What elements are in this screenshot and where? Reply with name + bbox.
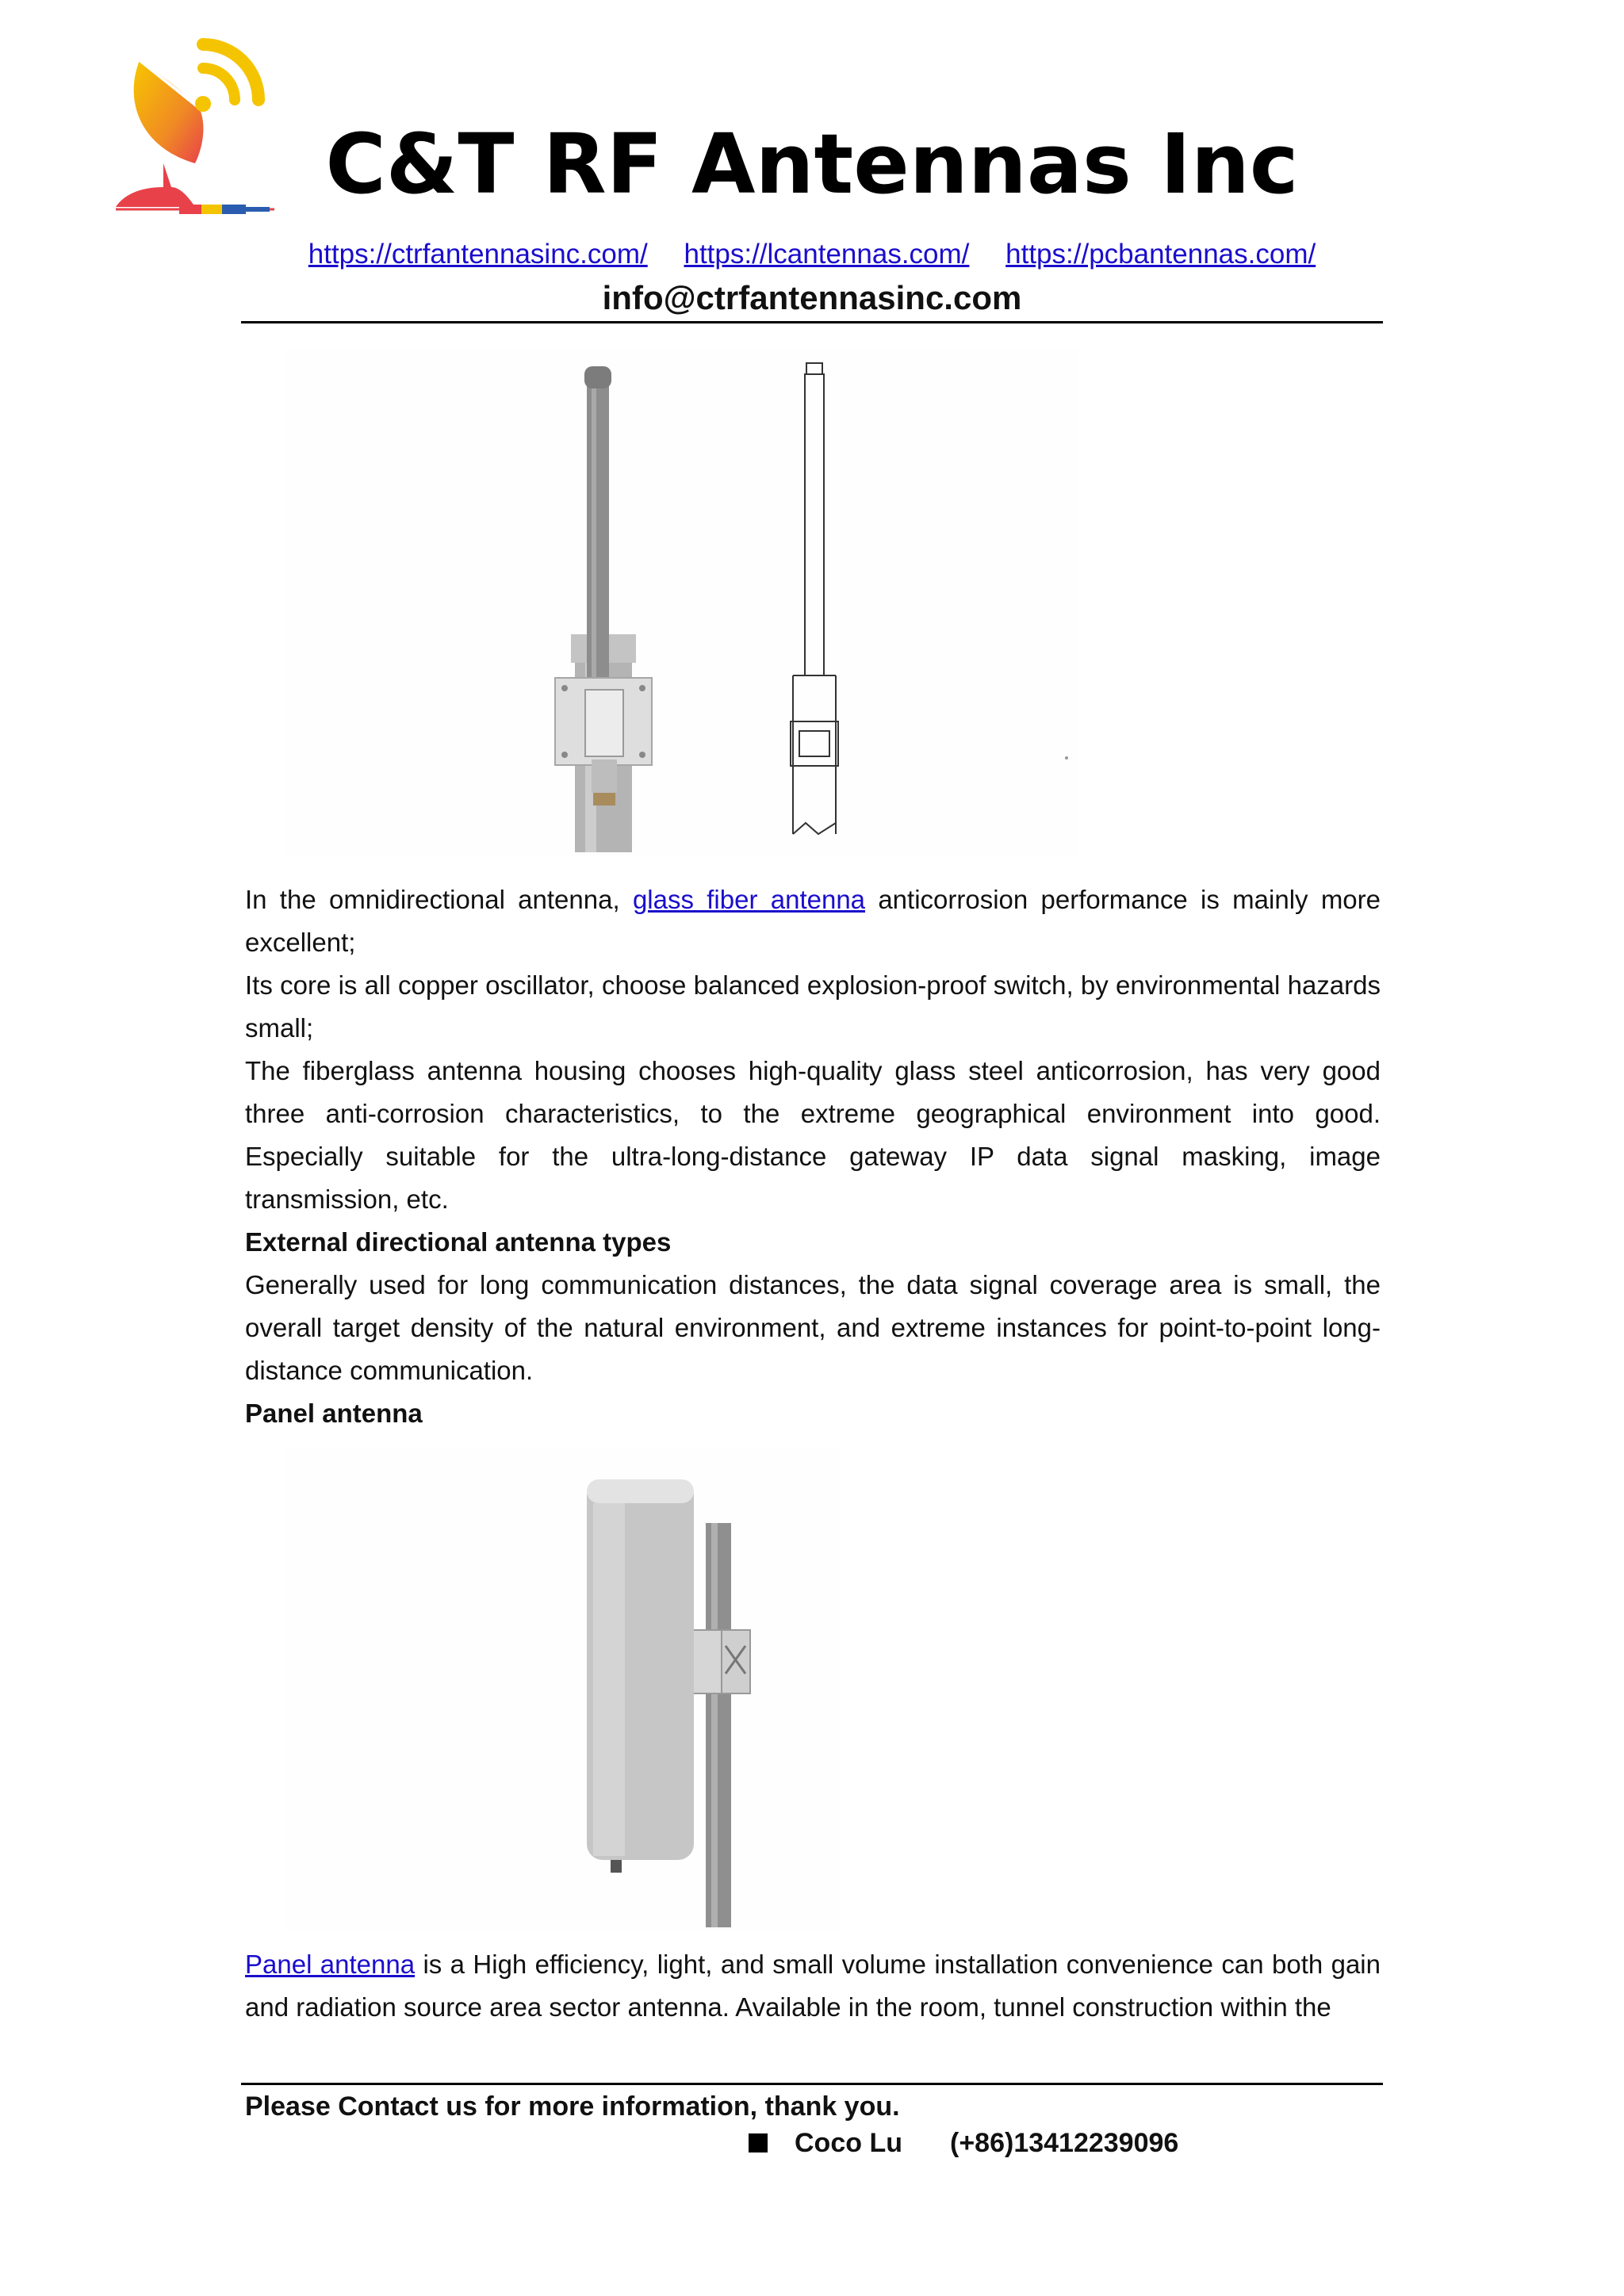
- website-links: [0, 235, 1624, 274]
- heading-panel-antenna: Panel antenna: [245, 1399, 423, 1428]
- paragraph-housing: The fiberglass antenna housing chooses high-quality glass steel anticorrosion, has very good three anti-corrosion characteristics, to the extreme geographical environment into good. Especially suitable for the ultra-long-distance gateway IP data signal masking, image transmission, etc.: [245, 1056, 1381, 1214]
- glass-fiber-antenna-link[interactable]: glass fiber antenna: [632, 885, 866, 914]
- website-link-lcantennas[interactable]: https://lcantennas.com/: [684, 239, 970, 270]
- website-link-pcbantennas[interactable]: https://pcbantennas.com/: [1005, 239, 1316, 270]
- body-section-1: [245, 878, 1381, 1435]
- paragraph-core: Its core is all copper oscillator, choose balanced explosion-proof switch, by environmental hazards small;: [245, 970, 1381, 1043]
- paragraph-panel-antenna: Panel antenna is a High efficiency, light, and small volume installation convenience can both gain and radiation source area sector antenna. Available in the room, tunnel construction within the: [245, 1950, 1381, 2022]
- company-name: C&T RF Antennas Inc: [325, 116, 1299, 212]
- contact-name: Coco Lu: [795, 2128, 902, 2158]
- paragraph-fiberglass-intro: In the omnidirectional antenna, glass fiber antenna anticorrosion performance is mainly more excellent;: [245, 885, 1381, 957]
- paragraph-directional: Generally used for long communication distances, the data signal coverage area is small, the overall target density of the natural environment, and extreme instances for point-to-point long-distance communication.: [245, 1270, 1381, 1385]
- fiberglass-antenna-image: [285, 349, 1078, 856]
- contact-email: info@ctrfantennasinc.com: [602, 279, 1022, 316]
- panel-antenna-link[interactable]: Panel antenna: [245, 1950, 416, 1979]
- heading-directional-types: External directional antenna types: [245, 1227, 672, 1257]
- panel-antenna-image: [285, 1448, 841, 1931]
- website-link-ctrfantennasinc[interactable]: https://ctrfantennasinc.com/: [308, 239, 648, 270]
- footer-contact-note: Please Contact us for more information, thank you.: [245, 2091, 900, 2122]
- body-section-2: [245, 1943, 1381, 2029]
- header-divider: [241, 321, 1383, 323]
- square-bullet-icon: [749, 2133, 768, 2152]
- contact-phone: (+86)13412239096: [950, 2128, 1179, 2158]
- contact-row: [749, 2123, 1178, 2163]
- footer-divider: [241, 2083, 1383, 2085]
